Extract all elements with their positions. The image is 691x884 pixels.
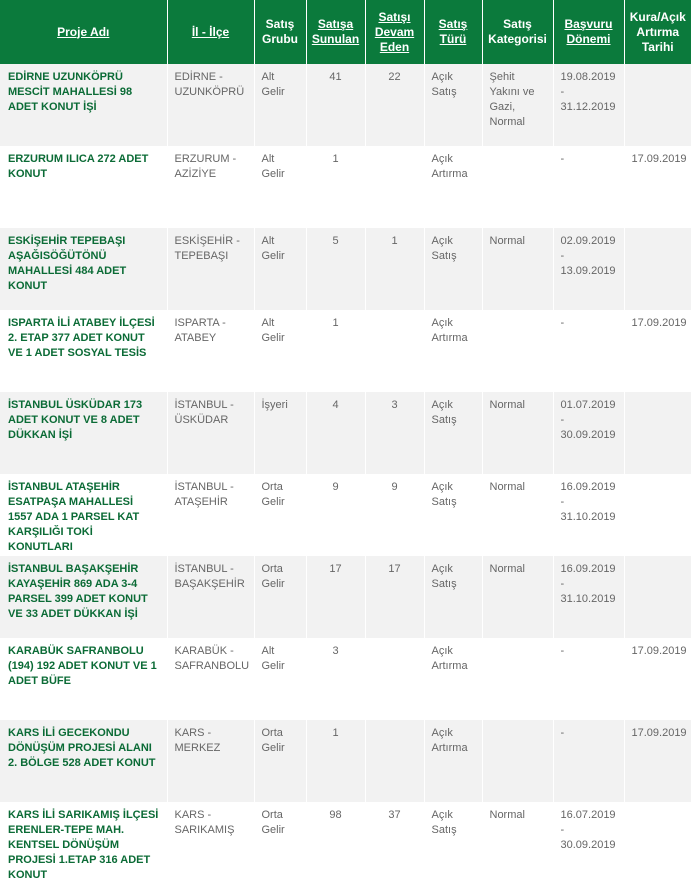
satisa-sunulan-cell: 1: [306, 310, 365, 392]
kura-tarihi-cell: 17.09.2019: [624, 638, 691, 720]
satis-kategorisi-cell: Normal: [482, 228, 553, 310]
header-kura: [624, 0, 691, 64]
satis-grubu-cell: Orta Gelir: [254, 720, 306, 802]
basvuru-donemi-cell: 01.07.2019 - 30.09.2019: [553, 392, 624, 474]
header-turu-label[interactable]: Satış Türü: [438, 17, 468, 46]
kura-tarihi-cell: 17.09.2019: [624, 310, 691, 392]
satisi-devam-eden-cell: [365, 310, 424, 392]
table-row: [0, 802, 691, 884]
satis-turu-cell: Açık Satış: [424, 64, 482, 146]
satis-kategorisi-cell: [482, 146, 553, 228]
satis-turu-cell: Açık Artırma: [424, 638, 482, 720]
header-basvuru-label[interactable]: Başvuru Dönemi: [564, 17, 613, 46]
table-body: [0, 64, 691, 884]
il-ilce-cell: ERZURUM - AZİZİYE: [167, 146, 254, 228]
header-grubu-label: Satış Grubu: [262, 17, 298, 46]
satis-grubu-cell: Orta Gelir: [254, 474, 306, 556]
header-sunulan[interactable]: [306, 0, 365, 64]
project-name-link[interactable]: KARS İLİ GECEKONDU DÖNÜŞÜM PROJESİ ALANI 2. BÖLGE 528 ADET KONUT: [0, 720, 167, 802]
header-proje[interactable]: [0, 0, 167, 64]
project-name-link[interactable]: ERZURUM ILICA 272 ADET KONUT: [0, 146, 167, 228]
header-devam[interactable]: [365, 0, 424, 64]
satisi-devam-eden-cell: 1: [365, 228, 424, 310]
il-ilce-cell: EDİRNE - UZUNKÖPRÜ: [167, 64, 254, 146]
header-kura-label: Kura/Açık Artırma Tarihi: [629, 9, 686, 54]
satisi-devam-eden-cell: 37: [365, 802, 424, 884]
satis-kategorisi-cell: Normal: [482, 802, 553, 884]
satisa-sunulan-cell: 4: [306, 392, 365, 474]
satisi-devam-eden-cell: 22: [365, 64, 424, 146]
header-sunulan-label[interactable]: Satışa Sunulan: [311, 17, 360, 46]
satisa-sunulan-cell: 1: [306, 720, 365, 802]
project-name-link[interactable]: İSTANBUL BAŞAKŞEHİR KAYAŞEHİR 869 ADA 3-4 PARSEL 399 ADET KONUT VE 33 ADET DÜKKAN İŞİ: [0, 556, 167, 638]
satisi-devam-eden-cell: [365, 638, 424, 720]
satis-kategorisi-cell: Şehit Yakını ve Gazi, Normal: [482, 64, 553, 146]
satis-turu-cell: Açık Artırma: [424, 146, 482, 228]
satis-grubu-cell: Alt Gelir: [254, 146, 306, 228]
satis-turu-cell: Açık Satış: [424, 392, 482, 474]
kura-tarihi-cell: 17.09.2019: [624, 146, 691, 228]
kura-tarihi-cell: [624, 556, 691, 638]
il-ilce-cell: KARABÜK - SAFRANBOLU: [167, 638, 254, 720]
project-name-link[interactable]: EDİRNE UZUNKÖPRÜ MESCİT MAHALLESİ 98 ADET KONUT İŞİ: [0, 64, 167, 146]
table-row: [0, 638, 691, 720]
kura-tarihi-cell: [624, 802, 691, 884]
satis-turu-cell: Açık Artırma: [424, 720, 482, 802]
kura-tarihi-cell: 17.09.2019: [624, 720, 691, 802]
table-header-row: [0, 0, 691, 64]
il-ilce-cell: KARS - SARIKAMIŞ: [167, 802, 254, 884]
header-devam-label[interactable]: Satışı Devam Eden: [374, 9, 415, 54]
satis-grubu-cell: Alt Gelir: [254, 228, 306, 310]
basvuru-donemi-cell: -: [553, 146, 624, 228]
header-il[interactable]: [167, 0, 254, 64]
satis-grubu-cell: Orta Gelir: [254, 802, 306, 884]
table-row: [0, 474, 691, 556]
basvuru-donemi-cell: 16.07.2019 - 30.09.2019: [553, 802, 624, 884]
satisi-devam-eden-cell: [365, 720, 424, 802]
satisi-devam-eden-cell: [365, 146, 424, 228]
il-ilce-cell: İSTANBUL - ATAŞEHİR: [167, 474, 254, 556]
satis-grubu-cell: İşyeri: [254, 392, 306, 474]
satisa-sunulan-cell: 17: [306, 556, 365, 638]
satisa-sunulan-cell: 98: [306, 802, 365, 884]
il-ilce-cell: ISPARTA - ATABEY: [167, 310, 254, 392]
table-row: [0, 310, 691, 392]
project-name-link[interactable]: İSTANBUL ÜSKÜDAR 173 ADET KONUT VE 8 ADET DÜKKAN İŞİ: [0, 392, 167, 474]
project-name-link[interactable]: KARABÜK SAFRANBOLU (194) 192 ADET KONUT VE 1 ADET BÜFE: [0, 638, 167, 720]
satis-turu-cell: Açık Satış: [424, 228, 482, 310]
project-name-link[interactable]: İSTANBUL ATAŞEHİR ESATPAŞA MAHALLESİ 1557 ADA 1 PARSEL KAT KARŞILIĞI TOKİ KONUTLARI: [0, 474, 167, 556]
table-row: [0, 720, 691, 802]
project-name-link[interactable]: ISPARTA İLİ ATABEY İLÇESİ 2. ETAP 377 ADET KONUT VE 1 ADET SOSYAL TESİS: [0, 310, 167, 392]
satis-kategorisi-cell: Normal: [482, 392, 553, 474]
basvuru-donemi-cell: 16.09.2019 - 31.10.2019: [553, 556, 624, 638]
il-ilce-cell: İSTANBUL - ÜSKÜDAR: [167, 392, 254, 474]
kura-tarihi-cell: [624, 228, 691, 310]
satisi-devam-eden-cell: 9: [365, 474, 424, 556]
header-kategori: [482, 0, 553, 64]
satis-kategorisi-cell: Normal: [482, 556, 553, 638]
header-grubu: [254, 0, 306, 64]
project-name-link[interactable]: ESKİŞEHİR TEPEBAŞI AŞAĞISÖĞÜTÖNÜ MAHALLESİ 484 ADET KONUT: [0, 228, 167, 310]
il-ilce-cell: KARS - MERKEZ: [167, 720, 254, 802]
satisa-sunulan-cell: 3: [306, 638, 365, 720]
satis-grubu-cell: Orta Gelir: [254, 556, 306, 638]
il-ilce-cell: ESKİŞEHİR - TEPEBAŞI: [167, 228, 254, 310]
table-row: [0, 64, 691, 146]
table-row: [0, 146, 691, 228]
basvuru-donemi-cell: 16.09.2019 - 31.10.2019: [553, 474, 624, 556]
table-row: [0, 392, 691, 474]
kura-tarihi-cell: [624, 474, 691, 556]
kura-tarihi-cell: [624, 392, 691, 474]
satisa-sunulan-cell: 1: [306, 146, 365, 228]
basvuru-donemi-cell: 02.09.2019 - 13.09.2019: [553, 228, 624, 310]
satisa-sunulan-cell: 5: [306, 228, 365, 310]
header-kategori-label: Satış Kategorisi: [488, 17, 547, 46]
satis-turu-cell: Açık Satış: [424, 474, 482, 556]
satis-kategorisi-cell: Normal: [482, 474, 553, 556]
satis-kategorisi-cell: [482, 720, 553, 802]
project-name-link[interactable]: KARS İLİ SARIKAMIŞ İLÇESİ ERENLER-TEPE MAH. KENTSEL DÖNÜŞÜM PROJESİ 1.ETAP 316 ADET KONUT: [0, 802, 167, 884]
il-ilce-cell: İSTANBUL - BAŞAKŞEHİR: [167, 556, 254, 638]
header-turu[interactable]: [424, 0, 482, 64]
satis-turu-cell: Açık Satış: [424, 802, 482, 884]
kura-tarihi-cell: [624, 64, 691, 146]
satis-kategorisi-cell: [482, 638, 553, 720]
satis-turu-cell: Açık Artırma: [424, 310, 482, 392]
satis-grubu-cell: Alt Gelir: [254, 64, 306, 146]
satis-grubu-cell: Alt Gelir: [254, 310, 306, 392]
satisi-devam-eden-cell: 3: [365, 392, 424, 474]
header-il-label[interactable]: İl - İlçe: [191, 24, 230, 39]
basvuru-donemi-cell: -: [553, 310, 624, 392]
satis-kategorisi-cell: [482, 310, 553, 392]
table-row: [0, 556, 691, 638]
satis-grubu-cell: Alt Gelir: [254, 638, 306, 720]
basvuru-donemi-cell: -: [553, 720, 624, 802]
satisa-sunulan-cell: 41: [306, 64, 365, 146]
satisi-devam-eden-cell: 17: [365, 556, 424, 638]
basvuru-donemi-cell: -: [553, 638, 624, 720]
table-row: [0, 228, 691, 310]
satisa-sunulan-cell: 9: [306, 474, 365, 556]
header-proje-label[interactable]: Proje Adı: [57, 24, 110, 39]
satis-turu-cell: Açık Satış: [424, 556, 482, 638]
basvuru-donemi-cell: 19.08.2019 - 31.12.2019: [553, 64, 624, 146]
header-basvuru[interactable]: [553, 0, 624, 64]
